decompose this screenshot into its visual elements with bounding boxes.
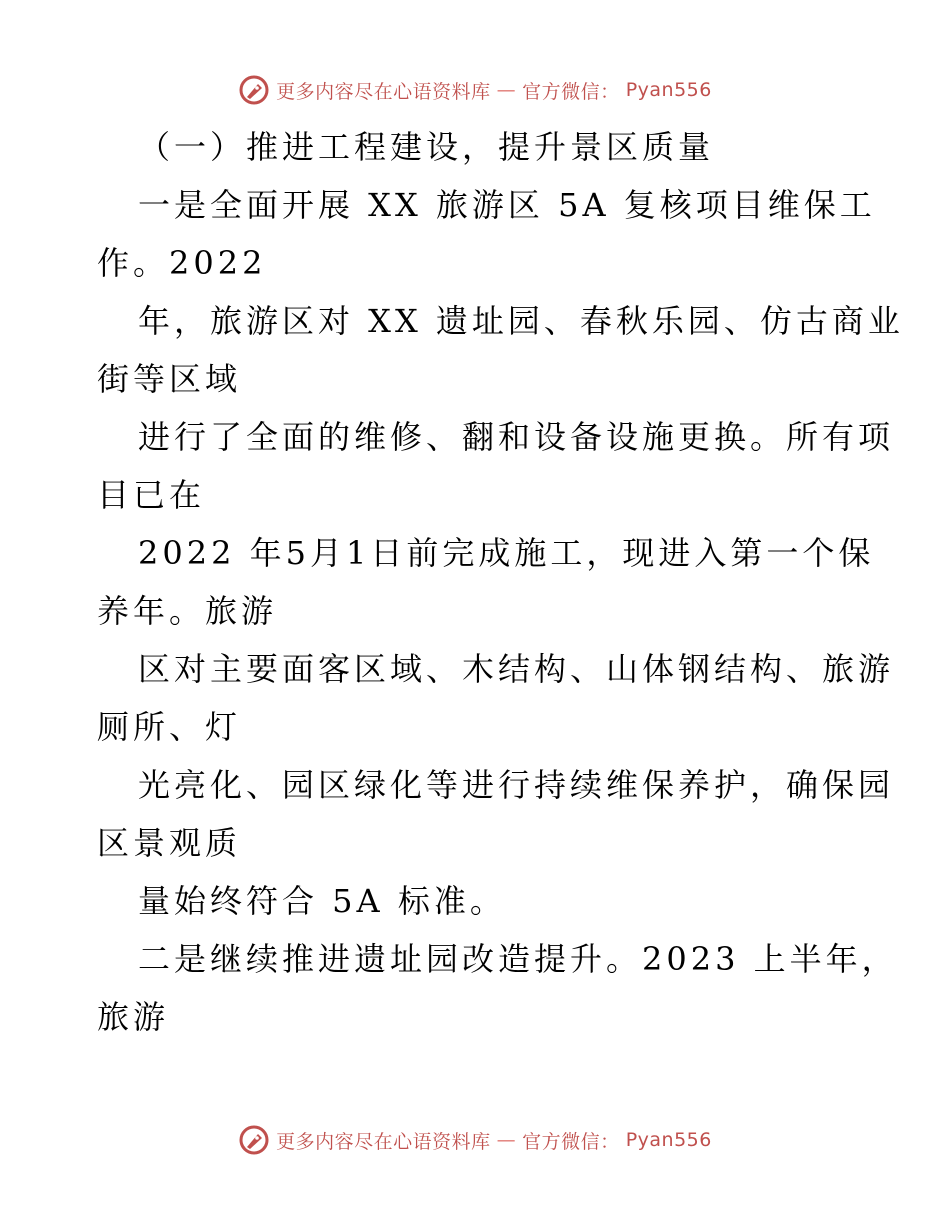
text-line: 2022 年5月1日前完成施工，现进入第一个保 bbox=[138, 534, 875, 572]
watermark-group bbox=[238, 74, 712, 106]
watermark-separator: — bbox=[496, 1129, 517, 1151]
text-line: 区对主要面客区域、木结构、山体钢结构、旅游 bbox=[138, 650, 895, 688]
text-line: 目已在 bbox=[97, 476, 206, 514]
text-line: 旅游 bbox=[97, 998, 170, 1036]
watermark-separator: — bbox=[496, 79, 517, 101]
pen-nib-circle-icon bbox=[238, 1124, 270, 1156]
text-line: 养年。旅游 bbox=[97, 592, 278, 630]
watermark-text: 更多内容尽在心语资料库 bbox=[276, 80, 491, 103]
text-line: 厕所、灯 bbox=[97, 708, 242, 746]
watermark-wechat-id: Pyan556 bbox=[625, 79, 712, 101]
footer-watermark bbox=[0, 1120, 950, 1160]
watermark-group bbox=[238, 1124, 712, 1156]
text-line: 街等区域 bbox=[97, 360, 242, 398]
text-line: 进行了全面的维修、翻和设备设施更换。所有项 bbox=[138, 418, 895, 456]
text-line: （一）推进工程建设，提升景区质量 bbox=[138, 128, 715, 166]
watermark-wechat-id: Pyan556 bbox=[625, 1129, 712, 1151]
watermark-label: 官方微信： bbox=[522, 1130, 620, 1153]
text-line: 年，旅游区对 XX 遗址园、春秋乐园、仿古商业 bbox=[138, 302, 904, 340]
pen-nib-circle-icon bbox=[238, 74, 270, 106]
watermark-text: 更多内容尽在心语资料库 bbox=[276, 1130, 491, 1153]
text-line: 作。2022 bbox=[97, 244, 267, 282]
header-watermark bbox=[0, 70, 950, 110]
text-line: 二是继续推进遗址园改造提升。2023 上半年， bbox=[138, 940, 898, 978]
watermark-label: 官方微信： bbox=[522, 80, 620, 103]
text-line: 量始终符合 5A 标准。 bbox=[138, 882, 506, 920]
text-line: 区景观质 bbox=[97, 824, 242, 862]
text-line: 一是全面开展 XX 旅游区 5A 复核项目维保工 bbox=[138, 186, 876, 224]
text-line: 光亮化、园区绿化等进行持续维保养护，确保园 bbox=[138, 766, 895, 804]
